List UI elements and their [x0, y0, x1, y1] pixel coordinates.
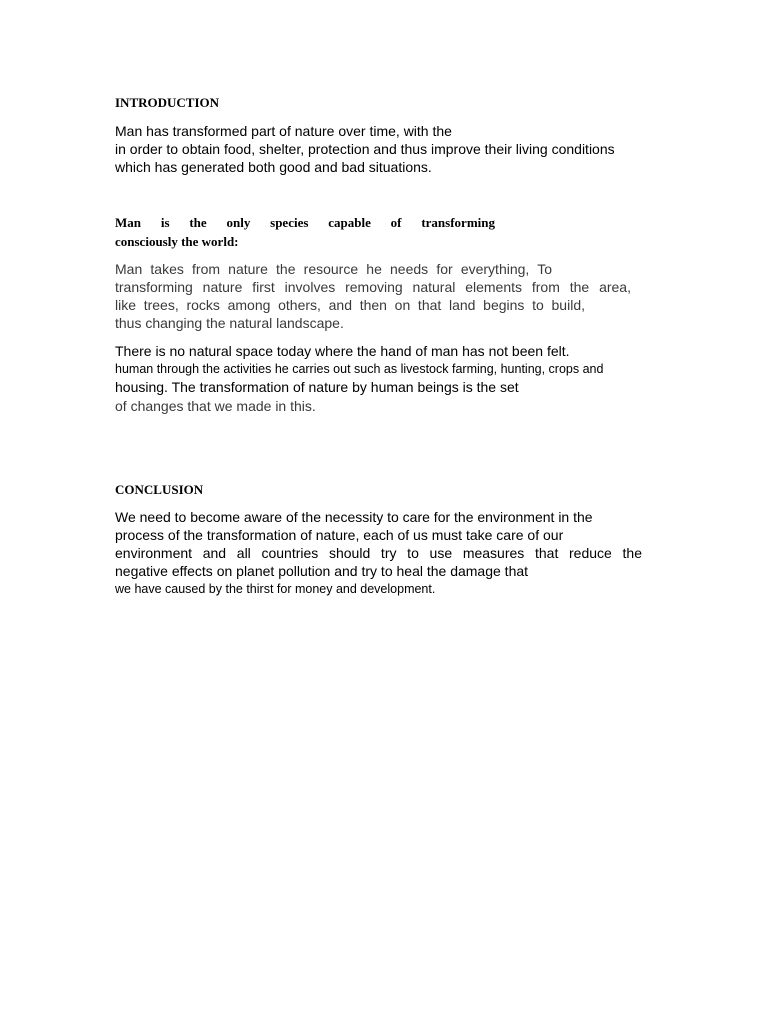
paragraph-two-line: human through the activities he carries out such as livestock farming, hunting, crops and — [115, 362, 604, 376]
paragraph-one-line: like trees, rocks among others, and then on that land begins to build, — [115, 297, 585, 313]
introduction-line: which has generated both good and bad situations. — [115, 159, 432, 175]
introduction-line: Man has transformed part of nature over time, with the — [115, 123, 452, 139]
conclusion-line: process of the transformation of nature, each of us must take care of our — [115, 527, 564, 543]
conclusion-line: negative effects on planet pollution and try to heal the damage that — [115, 563, 529, 579]
introduction-line: in order to obtain food, shelter, protection and thus improve their living conditions — [115, 141, 615, 157]
conclusion-line: We need to become aware of the necessity to care for the environment in the — [115, 509, 593, 525]
introduction-heading: INTRODUCTION — [115, 95, 220, 110]
conclusion-line: we have caused by the thirst for money and development. — [115, 582, 436, 596]
conclusion-line: environment and all countries should try to use measures that reduce the — [115, 545, 642, 561]
paragraph-two-line: housing. The transformation of nature by human beings is the set — [115, 379, 519, 395]
paragraph-two-line: of changes that we made in this. — [115, 398, 316, 414]
paragraph-two-line: There is no natural space today where the hand of man has not been felt. — [115, 343, 570, 359]
paragraph-one-line: Man takes from nature the resource he needs for everything, To — [115, 261, 552, 277]
section-title-line: Man is the only species capable of transforming — [115, 215, 495, 230]
conclusion-heading: CONCLUSION — [115, 482, 204, 497]
section-title-line: consciously the world: — [115, 234, 239, 249]
paragraph-one-line: thus changing the natural landscape. — [115, 315, 344, 331]
paragraph-one-line: transforming nature first involves removing natural elements from the area, — [115, 279, 631, 295]
